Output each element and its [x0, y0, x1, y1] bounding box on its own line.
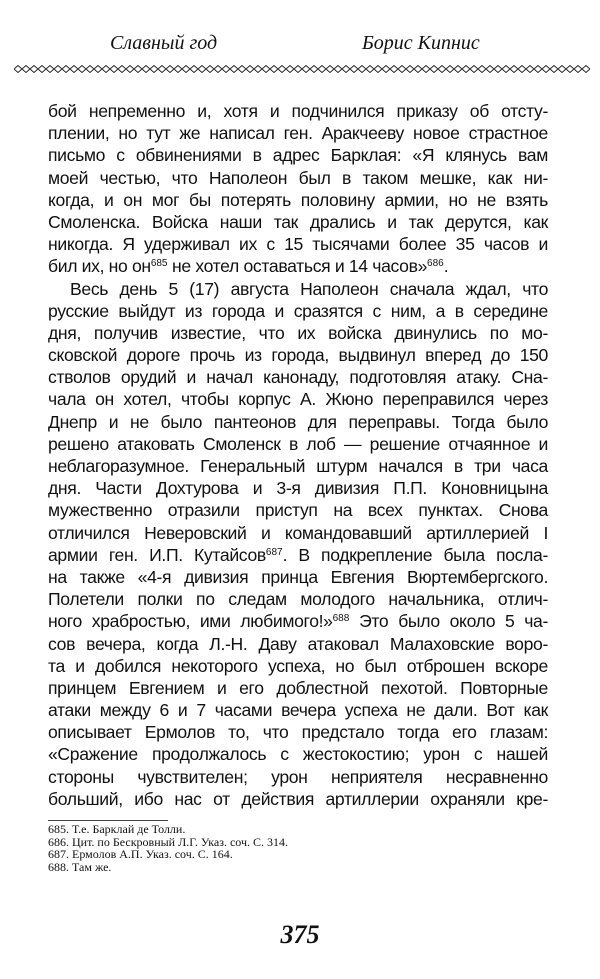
footnotes [48, 823, 288, 873]
text-run: . В подкрепление была посла- [282, 544, 548, 565]
text-run: сов вечера, когда Л.-Н. Даву атаковал Малаховские воро- [48, 633, 548, 654]
text-line [48, 544, 548, 566]
text-run: неблагоразумное. Генеральный штурм начался в три часа [48, 456, 548, 476]
text-line [48, 455, 548, 477]
text-line [48, 255, 548, 277]
text-line [48, 677, 548, 699]
footnote-ref: 687 [265, 546, 283, 558]
text-run: не хотел оставаться и 14 часов» [167, 256, 428, 277]
footnote-ref: 686 [427, 258, 444, 270]
text-run: решено атаковать Смоленск в лоб — решение отчаянное и [48, 433, 548, 454]
text-run: отличился Неверовский и командовавший артиллерией I [48, 522, 548, 543]
text-line [48, 388, 548, 410]
text-line [48, 721, 548, 743]
running-header-title: Славный год [110, 32, 218, 54]
text-run: сковской дороге прочь из города, выдвинул вперед до 150 [48, 345, 548, 366]
text-line [48, 699, 548, 721]
text-run: . [443, 256, 449, 277]
text-run: чала он хотел, чтобы корпус А. Жюно переправился через [48, 389, 548, 410]
footnote-rule [48, 820, 168, 821]
text-run: плении, но тут же написал ген. Аракчееву новое страстное [48, 123, 548, 144]
text-line [48, 211, 548, 233]
text-run: письмо с обвинениями в адрес Барклая: «Я клянусь вам [48, 145, 548, 166]
text-run: бил их, но он [48, 256, 151, 277]
text-run: никогда. Я удерживал их с 15 тысячами более 35 часов и [48, 234, 548, 255]
text-run: моей честью, что Наполеон был в таком мешке, как ни- [48, 167, 548, 188]
text-run: «Сражение продолжалось с жестокостию; урон с нашей [48, 744, 548, 765]
text-line [48, 300, 548, 322]
text-line [48, 411, 548, 433]
text-line [48, 233, 548, 255]
text-line [48, 144, 548, 166]
text-run: атаки между 6 и 7 часами вечера успеха не дали. Вот как [48, 700, 548, 721]
text-run: ного храбростью, ими любимого!» [48, 611, 333, 632]
text-run: дня, получив известие, что их войска двинулись по мо- [48, 322, 548, 343]
text-run: бой непременно и, хотя и подчинился приказу об отсту- [48, 101, 548, 121]
footnote: 687. Ермолов А.П. Указ. соч. С. 164. [48, 847, 233, 861]
text-line [48, 610, 548, 632]
text-line [48, 366, 548, 388]
text-line [48, 278, 548, 300]
footnote: 686. Цит. по Бескровный Л.Г. Указ. соч. С. 314. [48, 834, 289, 849]
text-run: больший, ибо нас от действия артиллерии охраняли кре- [48, 788, 548, 809]
text-run: та и добился некоторого успеха, но был отброшен вскоре [48, 655, 548, 676]
text-line [48, 566, 548, 588]
text-line [48, 766, 548, 788]
text-line [48, 322, 548, 344]
page-number: 375 [280, 920, 320, 949]
text-line [48, 433, 548, 455]
text-line [48, 167, 548, 189]
text-run: русские выйдут из города и сразятся с ним, а в середине [48, 300, 548, 321]
text-line [48, 655, 548, 677]
text-line [48, 788, 548, 810]
text-line [48, 344, 548, 366]
text-line [48, 499, 548, 521]
text-run: Полетели полки по следам молодого начальника, отлич- [48, 589, 548, 610]
running-header-author: Борис Кипнис [362, 32, 480, 54]
footnote-ref: 688 [332, 613, 350, 625]
text-line [48, 122, 548, 144]
text-run: стволов орудий и начал канонаду, подготовляя атаку. Сна- [48, 367, 548, 388]
footnote-ref: 685 [150, 258, 168, 270]
footnote: 688. Там же. [48, 859, 112, 874]
text-line [48, 100, 548, 122]
body-text [48, 100, 548, 810]
text-run: дня. Части Дохтурова и 3-я дивизия П.П. Коновницына [48, 478, 548, 499]
text-run: Днепр и не было пантеонов для переправы. Тогда было [48, 411, 548, 432]
text-line [48, 189, 548, 211]
text-run: когда, и он мог бы потерять половину армии, но не взять [48, 189, 548, 210]
text-run: мужественно отразили приступ на всех пунктах. Снова [48, 500, 548, 521]
text-run: на также «4-я дивизия принца Евгения Вюртембергского. [48, 566, 548, 587]
text-run: принцем Евгением и его доблестной пехотой. Повторные [48, 677, 548, 698]
text-run: Смоленска. Войска наши так дрались и так дерутся, как [48, 211, 548, 232]
text-line [48, 633, 548, 655]
text-run: Весь день 5 (17) августа Наполеон сначала ждал, что [70, 278, 548, 299]
text-run: стороны чувствителен; урон неприятеля несравненно [48, 766, 548, 787]
text-run: описывает Ермолов то, что предстало тогда его глазам: [48, 722, 548, 743]
header-ornament-divider [14, 64, 590, 74]
footnote: 685. Т.е. Барклай де Толли. [48, 822, 186, 836]
text-line [48, 743, 548, 765]
text-run: Это было около 5 ча- [349, 611, 549, 632]
text-run: армии ген. И.П. Кутайсов [48, 544, 266, 565]
text-line [48, 522, 548, 544]
text-line [48, 588, 548, 610]
text-line [48, 477, 548, 499]
